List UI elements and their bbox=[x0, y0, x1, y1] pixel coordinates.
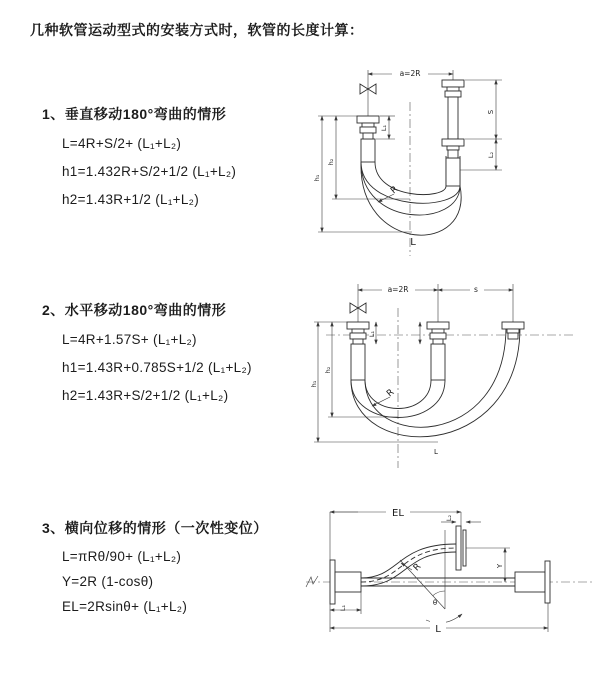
diagram-horizontal-180-bend bbox=[308, 278, 580, 476]
formula-line: L=4R+1.57S+ (L₁+L₂) bbox=[62, 332, 197, 347]
dimension-lines bbox=[314, 284, 513, 442]
left-pipe-fitting bbox=[357, 70, 379, 139]
dim-label-span: a=2R bbox=[387, 285, 409, 294]
dim-label-h1: h₁ bbox=[310, 380, 318, 388]
diagram-lateral-displacement bbox=[300, 502, 600, 652]
upper-flange bbox=[456, 526, 466, 570]
left-flange bbox=[330, 560, 361, 604]
dim-label-length: L bbox=[434, 448, 438, 456]
formula-line: h2=1.43R+S/2+1/2 (L₁+L₂) bbox=[62, 388, 229, 403]
dimension-lines bbox=[330, 505, 548, 634]
formula-line: EL=2Rsinθ+ (L₁+L₂) bbox=[62, 599, 188, 614]
section-1-formulas bbox=[42, 130, 236, 214]
formula-line: Y=2R (1-cosθ) bbox=[62, 574, 154, 589]
dim-label-left-leg: L₁ bbox=[368, 330, 376, 338]
section-2-heading bbox=[42, 300, 252, 320]
section-3-formulas bbox=[42, 544, 268, 619]
dim-label-h1: h₁ bbox=[313, 174, 321, 182]
dim-label-length: L bbox=[410, 237, 416, 248]
dim-label-left-leg: L₁ bbox=[339, 604, 347, 612]
braid-left bbox=[361, 139, 375, 162]
braid-right bbox=[446, 158, 460, 186]
section-3-heading bbox=[42, 518, 268, 538]
section-1-heading bbox=[42, 104, 236, 124]
section-3 bbox=[42, 518, 268, 619]
dim-label-radius: R bbox=[411, 561, 424, 574]
braid-middle bbox=[431, 344, 445, 380]
dim-label-offset: Y bbox=[496, 563, 504, 569]
left-pipe-fitting bbox=[347, 284, 369, 344]
section-2-formulas bbox=[42, 326, 252, 410]
dim-label-angle: θ bbox=[432, 599, 438, 607]
hose-curved-position bbox=[361, 544, 456, 586]
page-title: 几种软管运动型式的安装方式时，软管的长度计算： bbox=[30, 22, 364, 38]
right-flange bbox=[515, 561, 550, 603]
dim-label-length: L bbox=[435, 624, 441, 635]
dim-label-h2: h₂ bbox=[324, 366, 332, 374]
section-3-number: 3、 bbox=[42, 520, 65, 536]
section-1-title: 垂直移动180°弯曲的情形 bbox=[64, 106, 227, 122]
formula-line: h1=1.432R+S/2+1/2 (L₁+L₂) bbox=[62, 164, 237, 179]
dim-label-stroke: s bbox=[474, 285, 478, 294]
dim-label-effective-length: EL bbox=[392, 508, 404, 519]
right-pipe-fitting bbox=[502, 284, 524, 339]
centerline-break-symbol bbox=[306, 576, 318, 587]
dim-label-right-leg: L₂ bbox=[445, 514, 453, 522]
section-2-title: 水平移动180°弯曲的情形 bbox=[64, 302, 227, 318]
formula-line: L=4R+S/2+ (L₁+L₂) bbox=[62, 136, 182, 151]
dim-label-right-leg: L₂ bbox=[487, 151, 495, 159]
dim-label-stroke: S bbox=[487, 109, 495, 115]
formula-line: h1=1.43R+0.785S+1/2 (L₁+L₂) bbox=[62, 360, 252, 375]
dim-label-radius: R bbox=[385, 387, 397, 400]
diagram-vertical-180-bend bbox=[310, 62, 592, 262]
section-3-title: 横向位移的情形（一次性变位） bbox=[64, 520, 268, 536]
middle-pipe-fitting bbox=[427, 284, 449, 344]
section-1 bbox=[42, 104, 236, 214]
section-2 bbox=[42, 300, 252, 410]
dim-label-radius: R bbox=[389, 184, 401, 197]
section-1-number: 1、 bbox=[42, 106, 65, 122]
dim-label-left-leg: L₁ bbox=[380, 124, 388, 132]
braid-left bbox=[351, 344, 365, 380]
formula-line: h2=1.43R+1/2 (L₁+L₂) bbox=[62, 192, 200, 207]
formula-line: L=πRθ/90+ (L₁+L₂) bbox=[62, 549, 182, 564]
dim-label-h2: h₂ bbox=[327, 158, 335, 166]
section-2-number: 2、 bbox=[42, 302, 65, 318]
right-pipe-fitting bbox=[442, 70, 464, 158]
dim-label-span: a=2R bbox=[399, 69, 421, 78]
